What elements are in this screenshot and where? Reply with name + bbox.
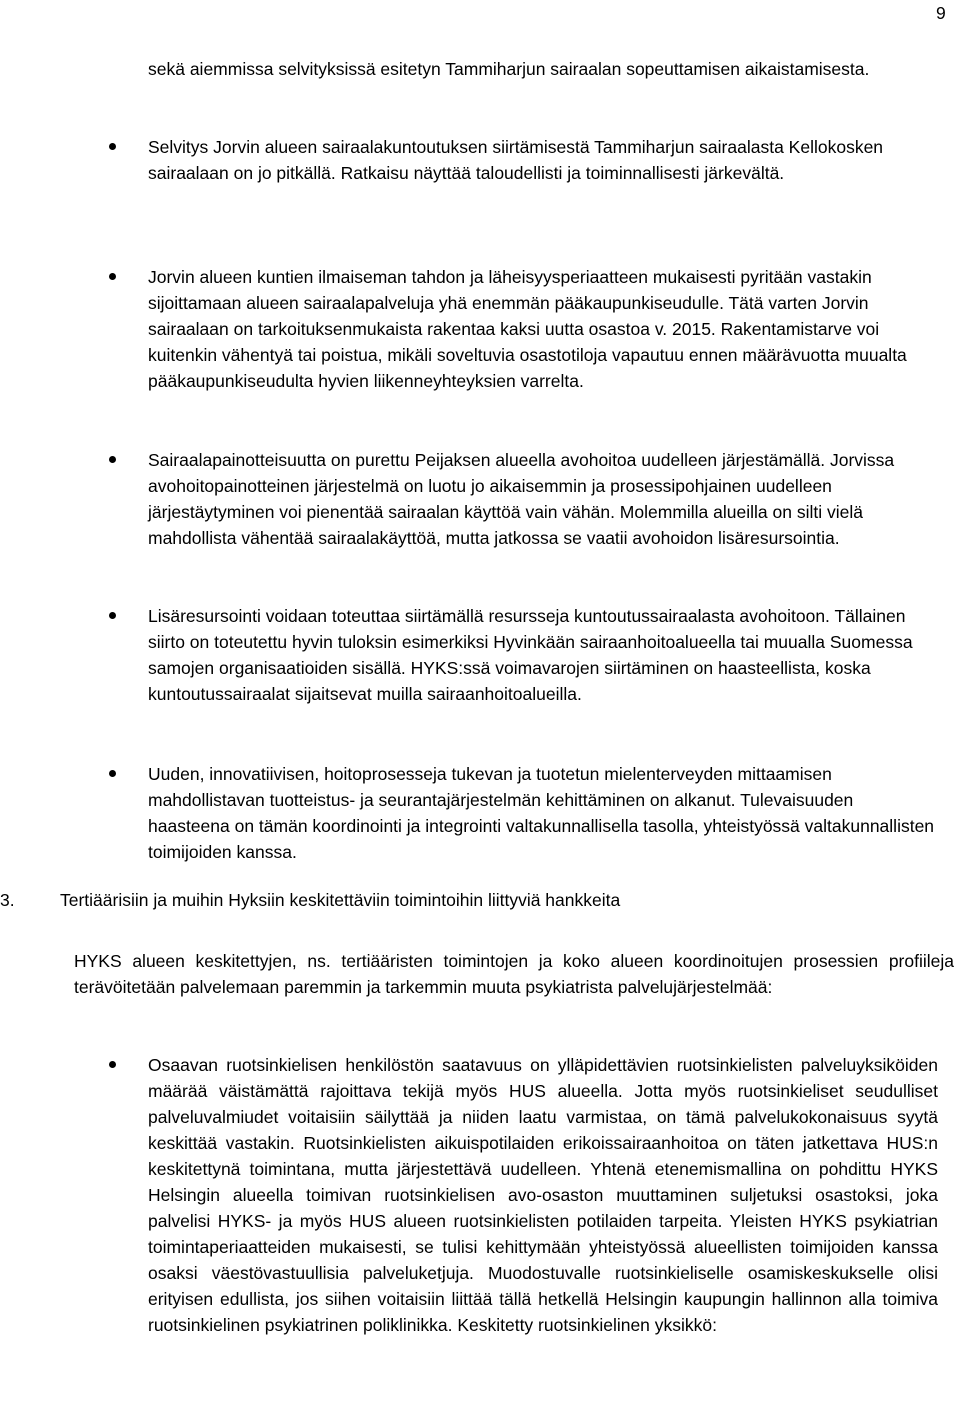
bullet-icon — [109, 1061, 116, 1068]
bullet-text: Sairaalapainotteisuutta on purettu Peijaksen alueella avohoitoa uudelleen järjestämällä. Jorvissa avohoitopainotteinen järjestelmä on luotu jo aikaisemmin ja prosessipohjainen uudelleen järjestäytyminen voi pienentää sairaalan käyttöä vain vähän. Molemmilla alueilla on silti vielä mahdollista vähentää sairaalakäyttöä, mutta jatkossa se vaatii avohoidon lisäresursointia. — [148, 450, 895, 548]
bullet-icon — [109, 143, 116, 150]
continuation-paragraph: sekä aiemmissa selvityksissä esitetyn Tammiharjun sairaalan sopeuttamisen aikaistamisesta. — [148, 59, 870, 79]
section-title: Tertiäärisiin ja muihin Hyksiin keskitettäviin toimintoihin liittyviä hankkeita — [60, 890, 621, 910]
bullet-text: Uuden, innovatiivisen, hoitoprosesseja tukevan ja tuotetun mielenterveyden mittaamisen mahdollistavan tuotteistus- ja seurantajärjestelmän kehittäminen on alkanut. Tulevaisuuden haasteena on tämän koordinointi ja integrointi valtakunnallisella tasolla, yhteistyössä valtakunnallisten toimijoiden kanssa. — [148, 764, 935, 862]
bullet-icon — [109, 770, 116, 777]
bullet-item — [148, 761, 938, 865]
bullet-icon — [109, 273, 116, 280]
section-number: 3. — [0, 890, 15, 910]
bullet-icon — [109, 456, 116, 463]
bullet-text: Lisäresursointi voidaan toteuttaa siirtämällä resursseja kuntoutussairaalasta avohoitoon. Tällainen siirto on toteutettu hyvin tuloksin esimerkiksi Hyvinkään sairaanhoitoalueella tai muualla Suomessa samojen organisaatioiden sisällä. HYKS:ssä voimavarojen siirtäminen on haasteellista, koska kuntoutussairaalat sijaitsevat muilla sairaanhoitoalueilla. — [148, 606, 913, 704]
bullet-item — [148, 264, 938, 394]
page-number: 9 — [936, 3, 946, 23]
bullet-item — [148, 1052, 938, 1338]
section-intro: HYKS alueen keskitettyjen, ns. tertiääristen toimintojen ja koko alueen koordinoitujen prosessien profiileja terävöitetään palvelemaan paremmin ja tarkemmin muuta psykiatrista palvelujärjestelmää: — [74, 951, 954, 997]
bullet-icon — [109, 612, 116, 619]
bullet-text: Osaavan ruotsinkielisen henkilöstön saatavuus on ylläpidettävien ruotsinkielisten palveluyksiköiden määrää väistämättä rajoittava tekijä myös HUS alueella. Jotta myös ruotsinkieliset seudulliset palveluvalmiudet voitaisiin säilyttää ja niiden laatu varmistaa, on tämä palvelukokonaisuus syytä keskittää vastakin. Ruotsinkielisten aikuispotilaiden erikoissairaanhoitoa on täten jatkettava HUS:n keskitettynä toimintana, mutta järjestettävä uudelleen. Yhtenä etenemismallina on pohdittu HYKS Helsingin alueella toimivan ruotsinkielisen avo-osaston muuttaminen suljetuksi osastoksi, joka palvelisi HYKS- ja myös HUS alueen ruotsinkielisten potilaiden tarpeita. Yleisten HYKS psykiatrian toimintaperiaatteiden mukaisesti, se tulisi kehittymään yhteistyössä alueellisten toimijoiden kanssa osaksi väestövastuullisia palveluketjuja. Muodostuvalle ruotsinkieliselle osamiskeskukselle olisi erityisen edullista, jos siihen voitaisiin liittää tällä hetkellä Helsingin kaupungin hallinnon alla toimiva ruotsinkielinen psykiatrinen poliklinikka. Keskitetty ruotsinkielinen yksikkö: — [148, 1055, 938, 1335]
bullet-text: Jorvin alueen kuntien ilmaiseman tahdon ja läheisyysperiaatteen mukaisesti pyritään vastakin sijoittamaan alueen sairaalapalveluja yhä enemmän pääkaupunkiseudulle. Tätä varten Jorvin sairaalaan on tarkoituksenmukaista rakentaa kaksi uutta osastoa v. 2015. Rakentamistarve voi kuitenkin vähentyä tai poistua, mikäli soveltuvia osastotiloja vapautuu ennen määrävuotta muualta pääkaupunkiseudulta hyvien liikenneyhteyksien varrelta. — [148, 267, 907, 391]
bullet-item — [148, 447, 938, 551]
bullet-item — [148, 134, 938, 186]
bullet-item — [148, 603, 938, 707]
bullet-text: Selvitys Jorvin alueen sairaalakuntoutuksen siirtämisestä Tammiharjun sairaalasta Kellokosken sairaalaan on jo pitkällä. Ratkaisu näyttää taloudellisti ja toiminnallisesti järkevältä. — [148, 137, 884, 183]
